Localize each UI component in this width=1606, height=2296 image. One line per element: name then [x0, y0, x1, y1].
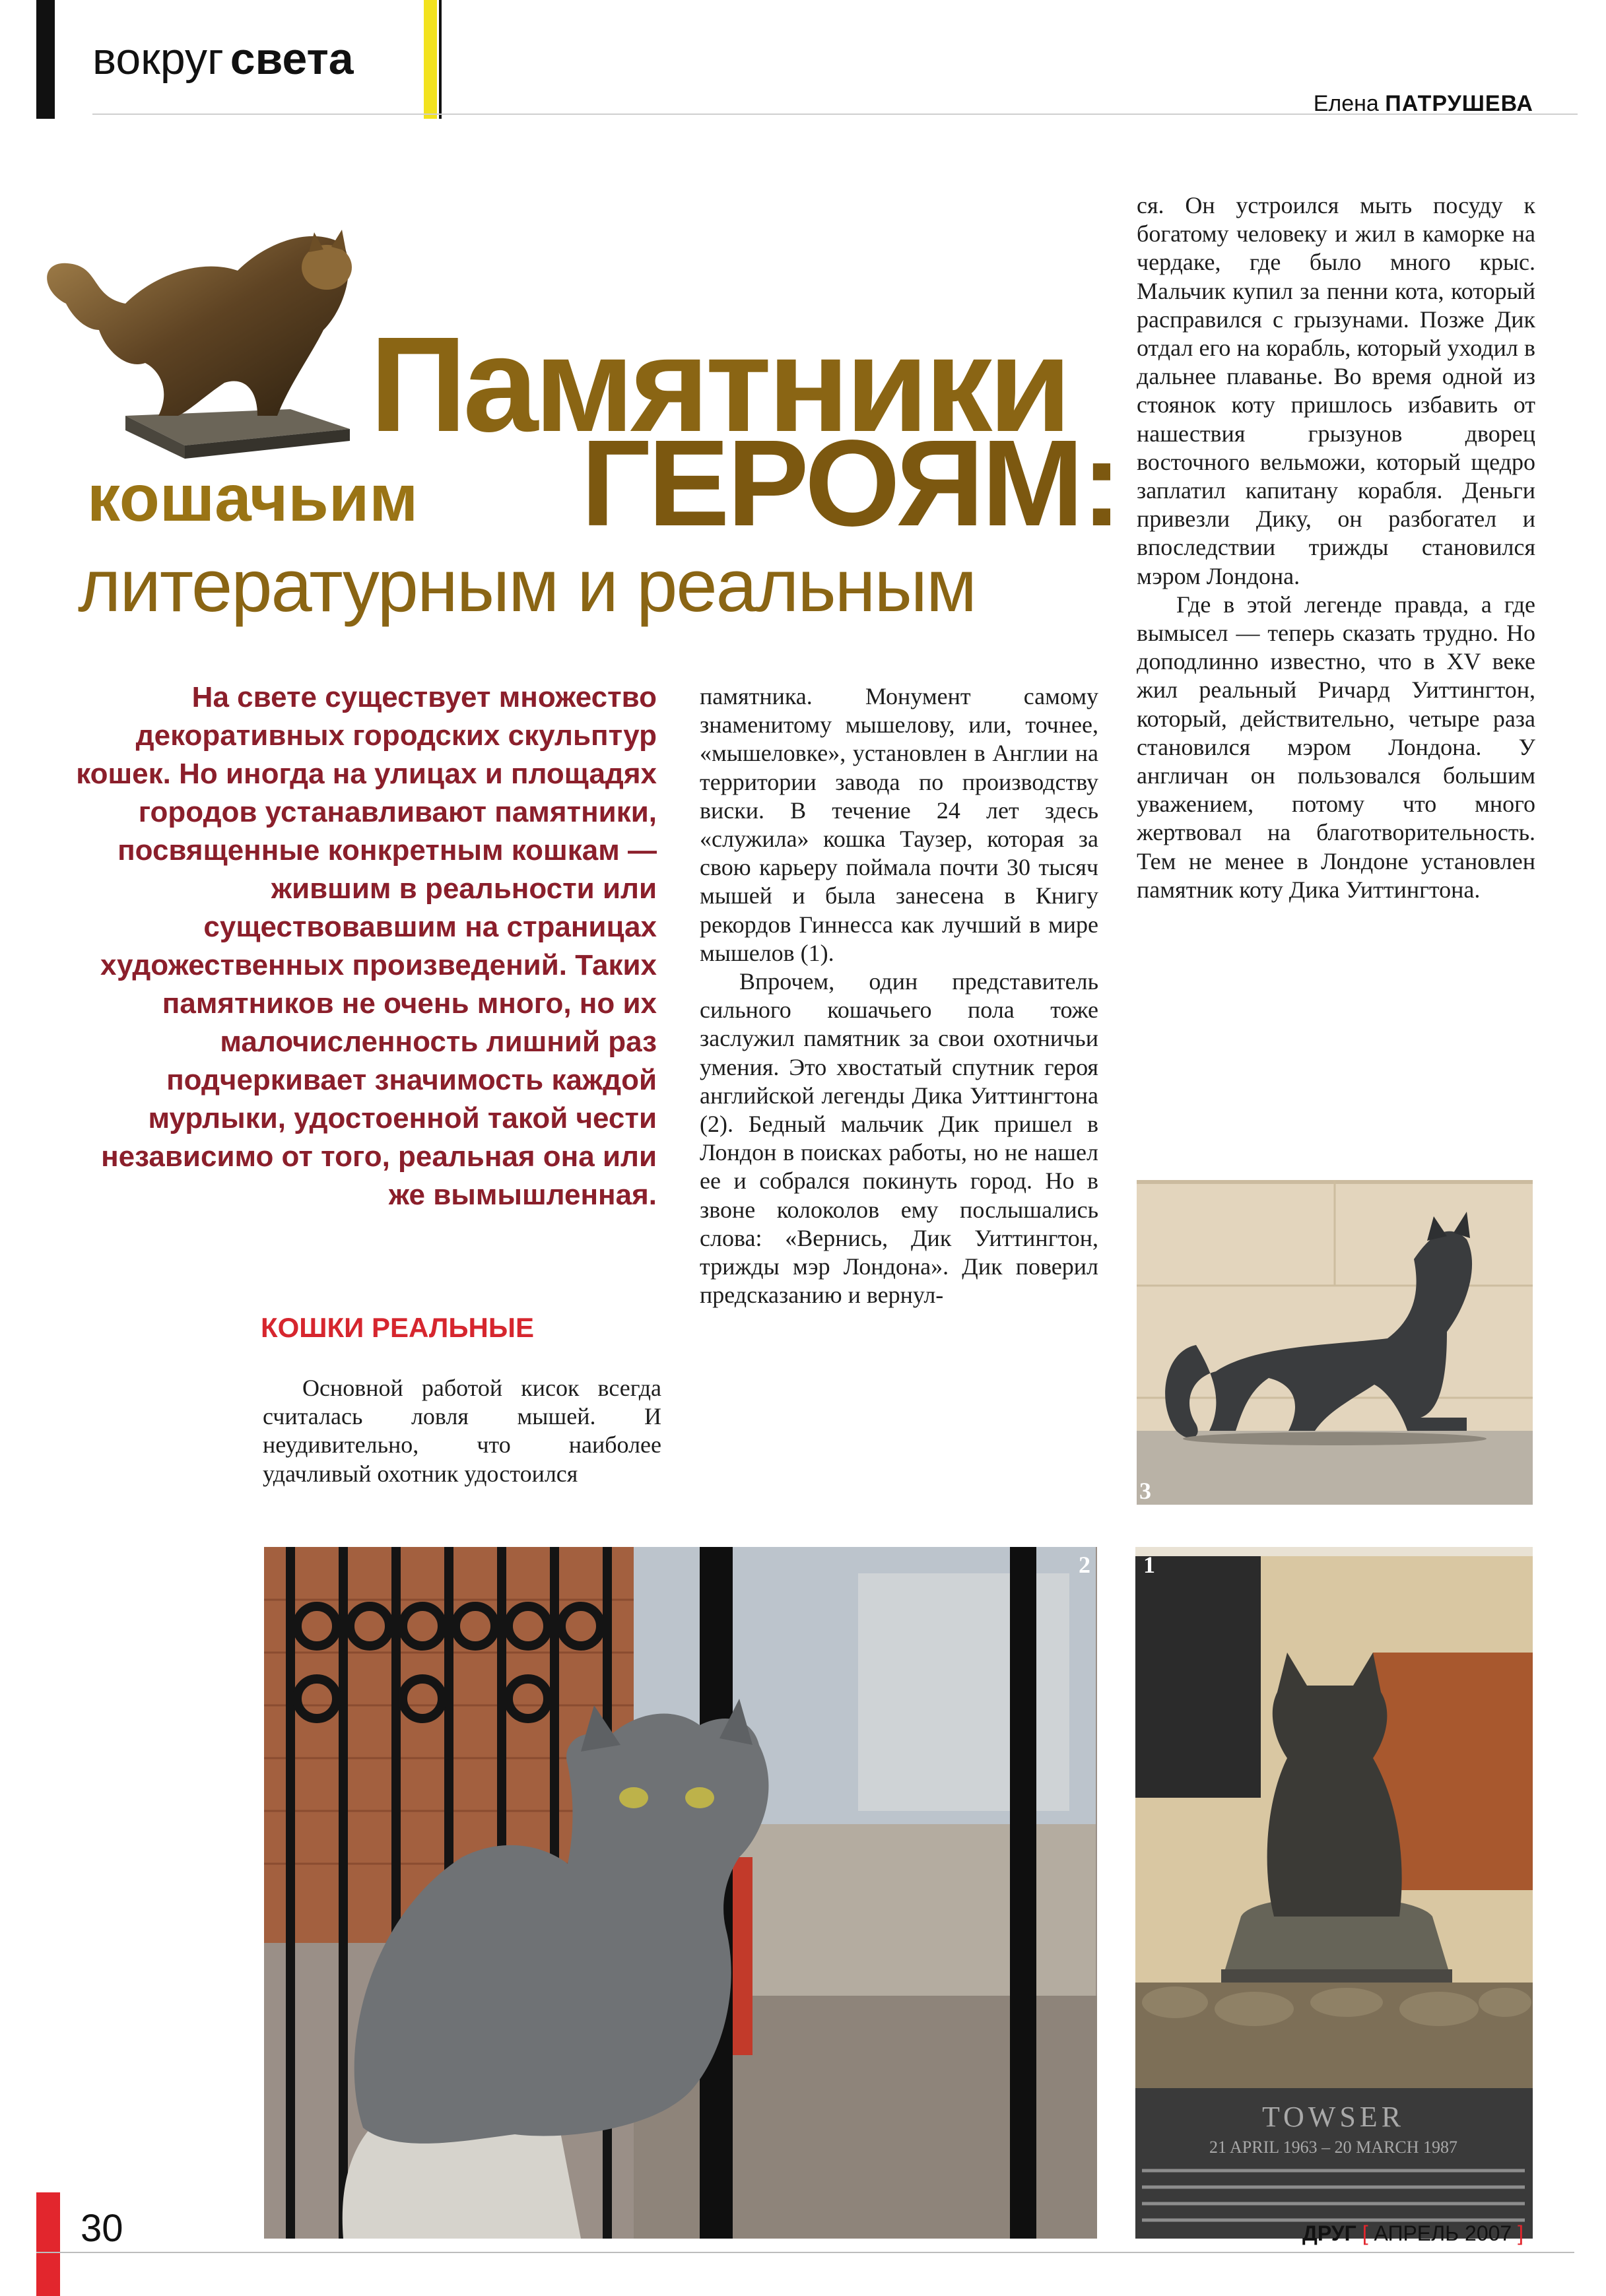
lead-paragraph: На свете существует множество декоративных городских скульптур кошек. Но иногда на улицах и площадях городов устанавливают памятники, посвященные конкретным кошкам — жившим в реальности или существовавшим на страницах художественных произведений. Таких памятников не очень много, но их малочисленность лишний раз подчеркивает значимость каждой мурлыки, удостоенной такой чести независимо от того, реальная она или же вымышленная.: [76, 681, 657, 1211]
rubric-bold: света: [230, 34, 354, 84]
paragraph: Основной работой кисок всегда считалась ловля мышей. И неудивительно, что наиболее удачливый охотник удостоился: [263, 1375, 661, 1487]
title-line-1: Памятники: [370, 309, 1068, 460]
author-first-name: Елена: [1313, 91, 1379, 116]
photo-2-drawing: [264, 1547, 1097, 2239]
photo-3-number: 3: [1139, 1478, 1151, 1504]
magazine-footer: ДРУГ [ АПРЕЛЬ 2007 ]: [1302, 2221, 1523, 2245]
footer-rule: [36, 2252, 1574, 2253]
title-line-2-big: ГЕРОЯМ:: [581, 415, 1120, 552]
section-rubric: [92, 33, 354, 84]
paragraph: Впрочем, один представитель сильного кошачьего пола тоже заслужил памятник за свои охотничьи умения. Это хвостатый спутник героя английской легенды Дика Уиттингтона (2). Бедный мальчик Дик пришел в Лондон в поисках работы, но не нашел ее и собрался покинуть город. Но в звоне колоколов ему послышались слова: «Вернись, Дик Уиттингтон, трижды мэр Лондона». Дик поверил предсказанию и вернул-: [700, 968, 1098, 1309]
body-column-1: [263, 1374, 661, 1488]
title-line-2-small: кошачьим: [87, 461, 418, 535]
header-divider: [439, 0, 442, 119]
header-yellow-bar: [424, 0, 437, 119]
body-column-2: [700, 682, 1098, 1309]
magazine-issue: АПРЕЛЬ 2007: [1374, 2221, 1512, 2245]
paragraph: Где в этой легенде правда, а где вымысел — теперь сказать трудно. Но доподлинно известно, что в XV веке жил реальный Ричард Уиттингтон, который, действительно, четыре раза становился мэром Лондона. У англичан он пользовался большим уважением, потому что много жертвовал на благотворительность. Тем не менее в Лондоне установлен памятник коту Дика Уиттингтона.: [1137, 591, 1535, 903]
plaque-name: TOWSER: [1261, 2101, 1405, 2133]
photo-stone-cat-by-gate: [264, 1547, 1097, 2239]
footer-red-bar: [36, 2192, 60, 2296]
cat-sculpture-illustration: [26, 218, 370, 462]
section-subhead: КОШКИ РЕАЛЬНЫЕ: [261, 1312, 534, 1343]
photo-1-number: 1: [1143, 1552, 1155, 1578]
title-line-3: литературным и реальным: [78, 544, 976, 627]
photo-whittington-cat-walking: [1137, 1180, 1533, 1505]
photo-towser-statue: [1135, 1547, 1533, 2239]
author-byline: [1314, 91, 1533, 117]
rubric-light: вокруг: [92, 34, 224, 84]
paragraph: памятника. Монумент самому знаменитому мышелову, или, точнее, «мышеловке», установлен в Англии на территории завода по производству виски. В течение 24 лет здесь «служила» кошка Таузер, которая за свою карьеру поймала почти 30 тысяч мышей и была занесена в Книгу рекордов Гиннесса как лучший в мире мышелов (1).: [700, 683, 1098, 966]
photo-2-number: 2: [1079, 1552, 1090, 1578]
author-last-name: ПАТРУШЕВА: [1385, 91, 1533, 116]
photo-3-drawing: [1137, 1180, 1533, 1505]
magazine-name: ДРУГ: [1302, 2221, 1356, 2245]
body-column-3: [1137, 191, 1535, 904]
plaque-dates: 21 APRIL 1963 – 20 MARCH 1987: [1209, 2138, 1458, 2157]
photo-1-drawing: [1135, 1547, 1533, 2239]
paragraph: ся. Он устроился мыть посуду к богатому человеку и жил в каморке на чердаке, где было много крыс. Мальчик купил за пенни кота, который расправился с грызунами. Позже Дик отдал его на корабль, который уходил в дальнее плаванье. Во время одной из стоянок коту пришлось избавить от нашествия грызунов дворец восточного вельможи, который щедро заплатил капитану корабля. Деньги привезли Дику, он разбогател и впоследствии трижды становился мэром Лондона.: [1137, 192, 1535, 589]
header-black-bar: [36, 0, 55, 119]
page-number: 30: [81, 2207, 123, 2250]
